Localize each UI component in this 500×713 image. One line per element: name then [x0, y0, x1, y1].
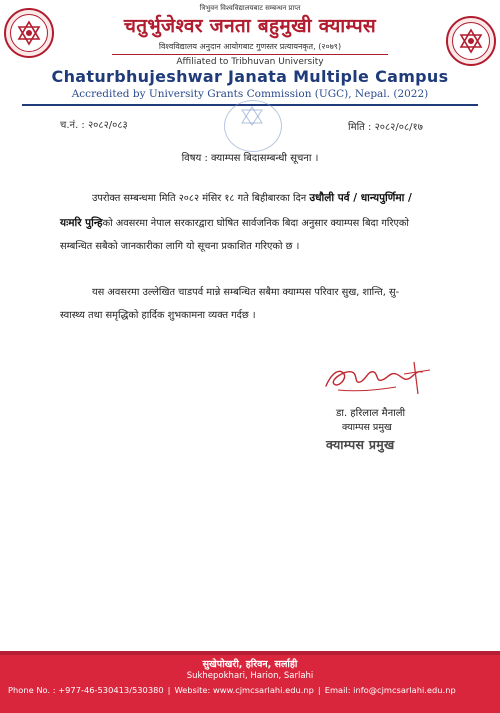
notice-subject: विषय : क्याम्पस बिदासम्बन्धी सूचना ।: [181, 153, 319, 164]
campus-name-nepali: चतुर्भुजेश्वर जनता बहुमुखी क्याम्पस: [123, 15, 377, 37]
footer-address-english: Sukhepokhari, Harion, Sarlahi: [186, 671, 314, 681]
paragraph-text: को अवसरमा नेपाल सरकारद्वारा घोषित सार्वजनिक बिदा अनुसार क्याम्पस बिदा गरिएको: [102, 218, 409, 229]
star-emblem-icon: [458, 28, 484, 54]
footer-phone: Phone No. : +977-46-530413/530380: [8, 685, 164, 695]
campus-chief-stamp: क्याम्पस प्रमुख: [326, 437, 395, 452]
accreditation-line: Accredited by University Grants Commission (UGC), Nepal. (2022): [71, 88, 429, 100]
reference-number: च.नं. : २०८२/०८३: [60, 120, 128, 131]
signer-title: क्याम्पस प्रमुख: [342, 422, 392, 433]
paragraph-1-line-1: [92, 187, 412, 210]
footer-band: [0, 651, 500, 655]
star-emblem-icon: [16, 20, 42, 46]
paragraph-1-line-3: सम्बन्धित सबैको जानकारीका लागि यो सूचना प्रकाशित गरिएको छ ।: [60, 241, 300, 252]
header-divider: [112, 54, 388, 55]
paragraph-text: उपरोक्त सम्बन्धमा मिति २०८२ मंसिर १८ गते बिहीबारका दिन: [92, 193, 310, 204]
handwritten-signature: [318, 360, 438, 396]
footer-website-link[interactable]: Website: www.cjmcsarlahi.edu.np: [174, 685, 314, 695]
separator: |: [167, 685, 171, 695]
paragraph-2-line-2: स्वास्थ्य तथा समृद्धिको हार्दिक शुभकामना व्यक्त गर्दछ ।: [60, 310, 256, 321]
festival-name: उधौली पर्व / धान्यपुर्णिमा /: [309, 192, 412, 204]
tu-recognition-line: त्रिभुवन विश्वविद्यालयबाट सम्बन्धन प्राप्त: [199, 4, 301, 12]
footer-contacts: [8, 685, 492, 695]
campus-name-english: Chaturbhujeshwar Janata Multiple Campus: [51, 67, 449, 86]
festival-name: यःमरि पुन्हि: [60, 217, 103, 229]
stamp-star-icon: [238, 106, 266, 126]
affiliation-line: Affiliated to Tribhuvan University: [176, 57, 324, 67]
notice-date: मिति : २०८२/०८/१७: [348, 122, 423, 133]
footer-email-link[interactable]: Email: info@cjmcsarlahi.edu.np: [324, 685, 456, 695]
footer-address-nepali: सुखेपोखरी, हरिवन, सर्लाही: [202, 659, 298, 670]
separator: |: [317, 685, 321, 695]
campus-seal-logo: [4, 8, 54, 58]
paragraph-1-line-2: [60, 212, 409, 235]
paragraph-2-line-1: यस अवसरमा उल्लेखित चाडपर्व मान्ने सम्बन्धित सबैमा क्याम्पस परिवार सुख, शान्ति, सु-: [92, 287, 400, 298]
ugc-accreditation-nepali: विश्वविद्यालय अनुदान आयोगबाट गुणस्तर प्रत्यायनकृत, (२०७९): [158, 42, 342, 51]
signer-name: डा. हरिलाल मैनाली: [336, 408, 406, 419]
